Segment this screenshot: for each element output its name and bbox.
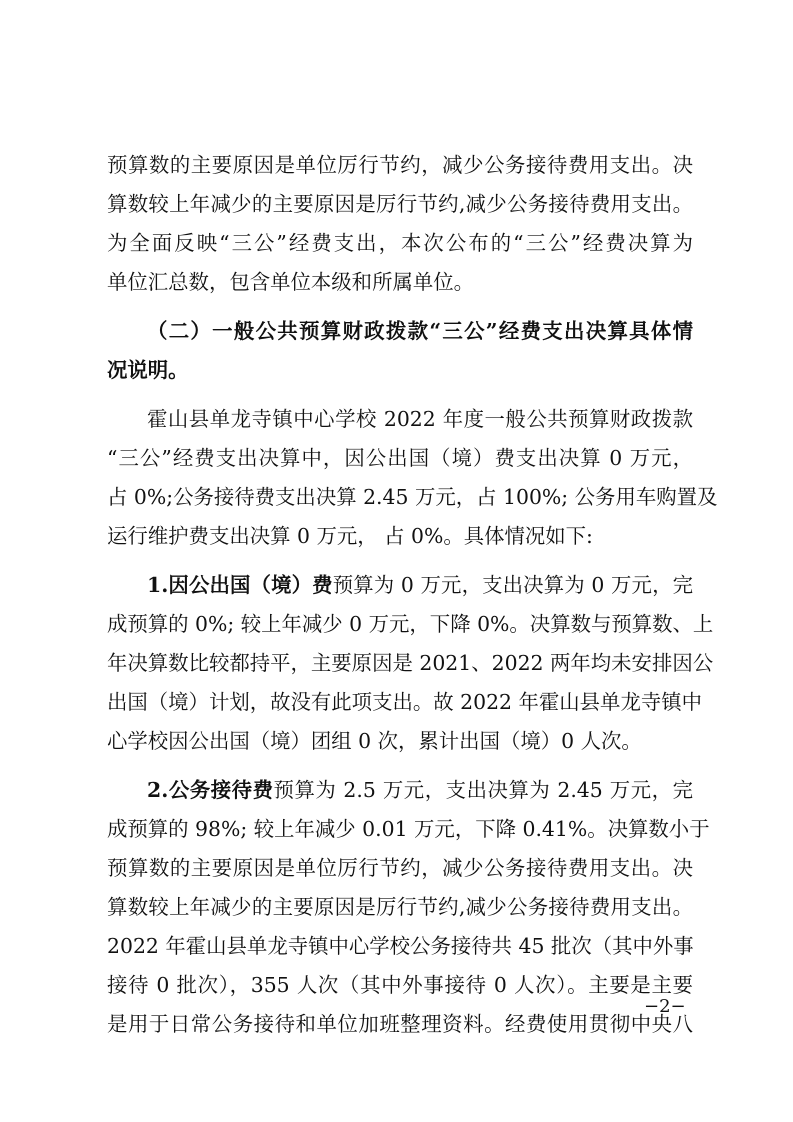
- text-line: 2022 年霍山县单龙寺镇中心学校公务接待共 45 批次（其中外事: [107, 934, 694, 958]
- item-1-paragraph: [107, 566, 714, 761]
- item-2-label: 2.公务接待费: [147, 778, 274, 802]
- text-line: 成预算的 98%; 较上年减少 0.01 万元，下降 0.41%。决算数小于: [107, 817, 710, 841]
- item-2-first-text: 预算为 2.5 万元，支出决算为 2.45 万元，完: [273, 778, 693, 802]
- text-line: 单位汇总数，包含单位本级和所属单位。: [107, 270, 475, 294]
- text-line: 预算数的主要原因是单位厉行节约，减少公务接待费用支出。决: [107, 856, 693, 880]
- document-page: [107, 146, 718, 1044]
- text-line: 预算数的主要原因是单位厉行节约，减少公务接待费用支出。决: [107, 153, 693, 177]
- text-line: 运行维护费支出决算 0 万元， 占 0%。具体情况如下:: [107, 524, 593, 548]
- text-line: 占 0%;公务接待费支出决算 2.45 万元，占 100%; 公务用车购置及: [107, 485, 718, 509]
- text-line: 为全面反映“三公”经费支出，本次公布的“三公”经费决算为: [107, 231, 693, 255]
- text-line: “三公”经费支出决算中，因公出国（境）费支出决算 0 万元，: [107, 446, 693, 470]
- text-line: 出国（境）计划，故没有此项支出。故 2022 年霍山县单龙寺镇中: [107, 690, 703, 714]
- text-line: 是用于日常公务接待和单位加班整理资料。经费使用贯彻中央八: [107, 1012, 693, 1036]
- item-2-paragraph: [107, 771, 710, 1044]
- text-line: 年决算数比较都持平，主要原因是 2021、2022 两年均未安排因公: [107, 651, 714, 675]
- text-line: [107, 566, 693, 605]
- paragraph-1: [107, 146, 693, 302]
- text-line: 霍山县单龙寺镇中心学校 2022 年度一般公共预算财政拨款: [147, 407, 693, 431]
- text-line: 算数较上年减少的主要原因是厉行节约,减少公务接待费用支出。: [107, 895, 693, 919]
- heading-line: （二）一般公共预算财政拨款“三公”经费支出决算具体情: [147, 319, 693, 343]
- text-line: 心学校因公出国（境）团组 0 次，累计出国（境）0 人次。: [107, 729, 642, 753]
- paragraph-2: [107, 400, 718, 556]
- text-line: 接待 0 批次），355 人次（其中外事接待 0 人次）。主要是主要: [107, 973, 693, 997]
- text-line: 成预算的 0%; 较上年减少 0 万元，下降 0%。决算数与预算数、上: [107, 612, 714, 636]
- item-1-first-text: 预算为 0 万元，支出决算为 0 万元，完: [332, 573, 693, 597]
- text-line: [107, 771, 693, 810]
- heading-line: 况说明。: [107, 358, 189, 382]
- page-number: −2−: [644, 996, 686, 1017]
- item-1-label: 1.因公出国（境）费: [147, 573, 333, 597]
- text-line: 算数较上年减少的主要原因是厉行节约,减少公务接待费用支出。: [107, 192, 693, 216]
- section-heading: [107, 312, 693, 390]
